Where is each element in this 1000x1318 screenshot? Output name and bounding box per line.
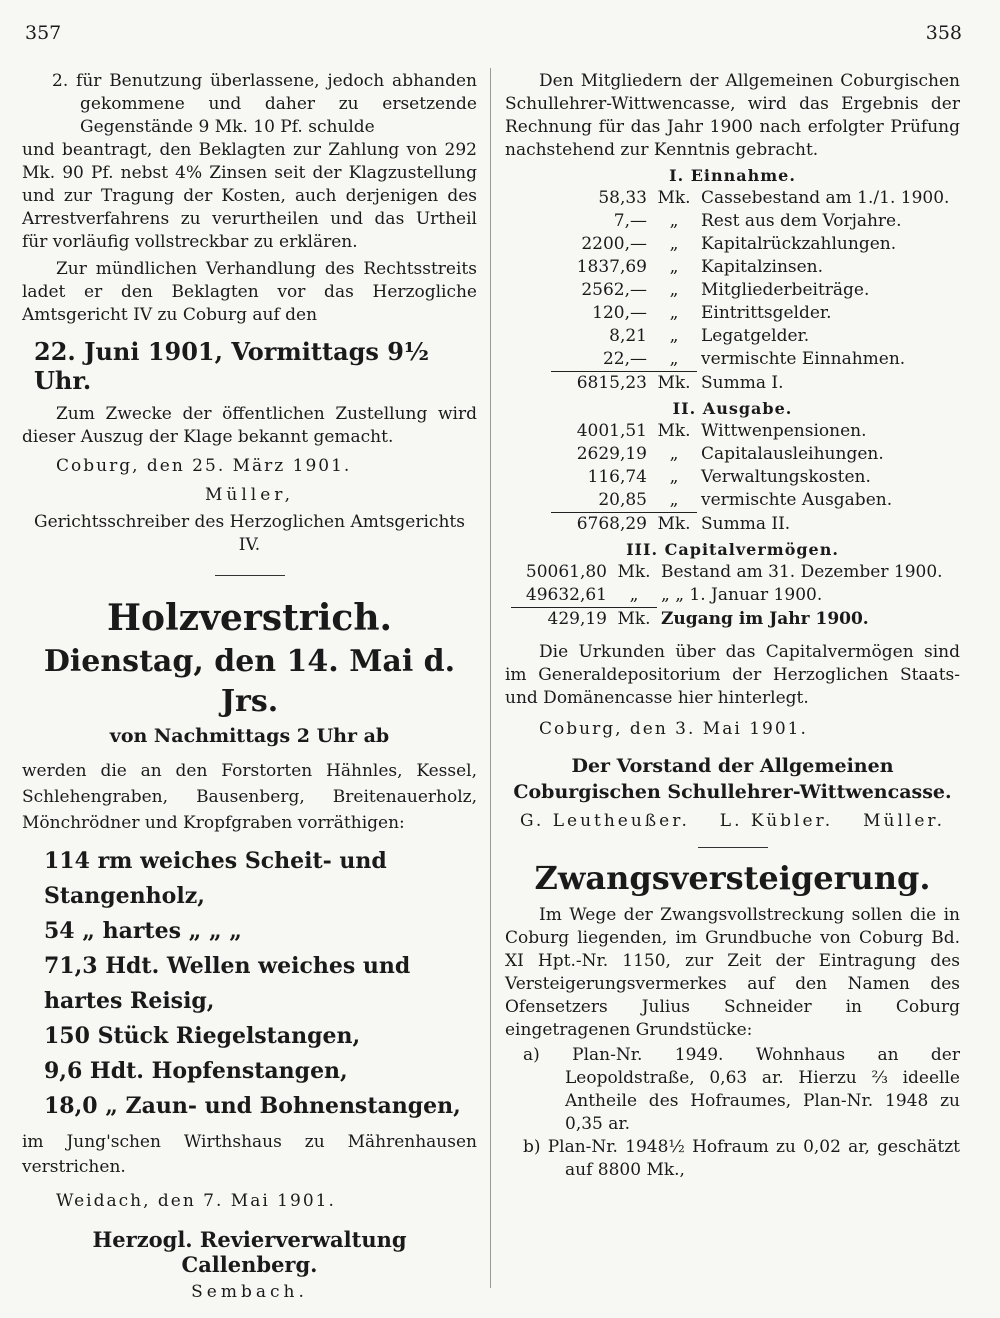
account-cur: „ xyxy=(669,326,679,346)
income-total-row: 6815,23 Mk. Summa I. xyxy=(551,372,953,396)
account-amt: 49632,61 xyxy=(525,585,607,605)
account-row xyxy=(551,187,953,210)
notice-title: Holzverstrich. xyxy=(106,597,393,639)
account-desc: Kapitalrückzahlungen. xyxy=(701,234,897,254)
account-row xyxy=(551,325,953,348)
page-number-right: 358 xyxy=(925,22,962,44)
hearing-date: 22. Juni 1901, Vormittags 9½ Uhr. xyxy=(34,337,430,395)
account-cur: „ xyxy=(669,303,679,323)
account-amt: 8,21 xyxy=(609,326,647,346)
office-signer: Sembach. xyxy=(191,1282,308,1302)
account-amt: 2629,19 xyxy=(576,444,647,464)
account-cur: „ xyxy=(669,211,679,231)
capital-table xyxy=(511,561,947,631)
separator-rule-right xyxy=(698,847,768,848)
section-income: I. Einnahme. xyxy=(669,166,796,185)
account-desc: Cassebestand am 1./1. 1900. xyxy=(701,188,950,208)
summons-paragraph: Zur mündlichen Verhandlung des Rechtsstreits ladet er den Beklagten vor das Herzogliche Amtsgericht IV zu Coburg auf den xyxy=(22,259,477,325)
account-amt: 120,— xyxy=(592,303,647,323)
board-signature: Der Vorstand der Allgemeinen Coburgischen Schullehrer-Wittwencasse. xyxy=(513,755,952,803)
board-member: G. Leutheußer. xyxy=(519,811,690,831)
page-number-left: 357 xyxy=(25,22,62,44)
right-column xyxy=(505,70,960,1182)
income-table xyxy=(551,187,953,395)
account-cur: „ xyxy=(669,280,679,300)
account-row xyxy=(511,561,947,584)
account-cur: Mk. xyxy=(617,562,651,582)
account-desc: Mitgliederbeiträge. xyxy=(701,280,870,300)
account-row xyxy=(551,443,896,466)
account-row xyxy=(551,256,953,279)
property-item-b: b) Plan-Nr. 1948½ Hofraum zu 0,02 ar, geschätzt auf 8800 Mk., xyxy=(523,1137,960,1180)
account-cur: „ xyxy=(629,585,639,605)
account-cur: „ xyxy=(669,444,679,464)
account-row xyxy=(551,210,953,233)
wood-item: 9,6 Hdt. Hopfenstangen, xyxy=(44,1058,348,1084)
section-capital: III. Capitalvermögen. xyxy=(626,540,839,559)
account-cur: Mk. xyxy=(657,421,691,441)
account-row xyxy=(551,279,953,302)
account-desc: Bestand am 31. Dezember 1900. xyxy=(661,562,943,582)
account-desc: „ „ 1. Januar 1900. xyxy=(661,585,823,606)
account-cur: „ xyxy=(669,467,679,487)
wood-item: 18,0 „ Zaun- und Bohnenstangen, xyxy=(44,1093,461,1119)
expense-table xyxy=(551,420,896,536)
account-desc: Wittwenpensionen. xyxy=(701,421,867,441)
account-amt: 20,85 xyxy=(598,490,647,510)
account-desc: Capitalausleihungen. xyxy=(701,444,884,464)
account-amt: 2562,— xyxy=(581,280,647,300)
board-names xyxy=(505,811,960,831)
documents-note: Die Urkunden über das Capitalvermögen sind im Generaldepositorium der Herzoglichen Staats- und Domänencasse hier hinterlegt. xyxy=(505,642,960,708)
account-desc: Kapitalzinsen. xyxy=(701,257,824,277)
account-row xyxy=(511,584,947,608)
fund-intro: Den Mitgliedern der Allgemeinen Coburgischen Schullehrer-Wittwencasse, wird das Ergebnis der Rechnung für das Jahr 1900 nach erfolgter Prüfung nachstehend zur Kenntnis gebracht. xyxy=(505,71,960,160)
column-divider xyxy=(490,68,491,1288)
account-desc: Verwaltungskosten. xyxy=(701,467,871,487)
auction-title: Zwangsversteigerung. xyxy=(534,859,931,897)
auction-paragraph: Im Wege der Zwangsvollstreckung sollen die in Coburg liegenden, im Grundbuche von Coburg Bd. XI Hpt.-Nr. 1150, zur Zeit der Eintragung des Versteigerungsvermerkes auf den Namen des Ofensetzers Julius Schneider in Coburg eingetragenen Grundstücke: xyxy=(505,905,960,1040)
account-cur: „ xyxy=(669,234,679,254)
wood-item: 71,3 Hdt. Wellen weiches und hartes Reisig, xyxy=(44,953,411,1014)
claim-item-2: 2. für Benutzung überlassene, jedoch abhanden gekommene und daher zu ersetzende Gegenstände 9 Mk. 10 Pf. schulde xyxy=(52,71,477,137)
account-amt: 50061,80 xyxy=(525,562,607,582)
account-amt: 1837,69 xyxy=(576,257,647,277)
wood-item: 114 rm weiches Scheit- und Stangenholz, xyxy=(44,848,387,909)
wood-item: 150 Stück Riegelstangen, xyxy=(44,1023,361,1049)
account-row xyxy=(551,489,896,513)
board-member: Müller. xyxy=(863,811,946,831)
account-row xyxy=(551,420,896,443)
account-amt: 116,74 xyxy=(587,467,647,487)
place-date-2: Weidach, den 7. Mai 1901. xyxy=(56,1191,336,1211)
signer-title: Gerichtsschreiber des Herzoglichen Amtsgerichts IV. xyxy=(34,512,465,555)
notice-date: Dienstag, den 14. Mai d. Jrs. xyxy=(43,644,456,719)
publication-note: Zum Zwecke der öffentlichen Zustellung wird dieser Auszug der Klage bekannt gemacht. xyxy=(22,404,477,447)
place-date: Coburg, den 25. März 1901. xyxy=(56,456,352,476)
separator-rule xyxy=(215,575,285,576)
account-row xyxy=(551,466,896,489)
sale-location: im Jung'schen Wirthshaus zu Mährenhausen verstrichen. xyxy=(22,1132,477,1177)
signer-name: Müller, xyxy=(205,485,294,505)
account-row xyxy=(551,348,953,372)
left-column xyxy=(22,70,477,1304)
capital-total-row: 429,19 Mk. Zugang im Jahr 1900. xyxy=(511,608,947,632)
account-desc: vermischte Ausgaben. xyxy=(701,490,893,511)
board-member: L. Kübler. xyxy=(719,811,834,831)
wood-list xyxy=(22,844,477,1124)
account-desc: Legatgelder. xyxy=(701,326,810,346)
account-row xyxy=(551,233,953,256)
account-cur: Mk. xyxy=(657,188,691,208)
account-amt: 22,— xyxy=(602,349,647,369)
wood-intro: werden die an den Forstorten Hähnles, Kessel, Schlehengraben, Bausenberg, Breitenauerholz, Mönchrödner und Kropfgraben vorräthigen: xyxy=(22,761,477,833)
account-cur: „ xyxy=(669,349,679,369)
notice-time: von Nachmittags 2 Uhr ab xyxy=(109,725,390,747)
account-desc: Rest aus dem Vorjahre. xyxy=(701,211,902,231)
forest-office: Herzogl. Revierverwaltung Callenberg. xyxy=(92,1227,407,1277)
expense-total-row: 6768,29 Mk. Summa II. xyxy=(551,513,896,537)
account-amt: 4001,51 xyxy=(576,421,647,441)
account-cur: „ xyxy=(669,490,679,510)
claim-paragraph: und beantragt, den Beklagten zur Zahlung von 292 Mk. 90 Pf. nebst 4% Zinsen seit der Klagzustellung und zur Tragung der Kosten, auch derjenigen des Arrestverfahrens zu verurtheilen und das Urtheil für vorläufig vollstreckbar zu erklären. xyxy=(22,140,477,252)
wood-item: 54 „ hartes „ „ „ xyxy=(44,918,242,944)
property-item-a: a) Plan-Nr. 1949. Wohnhaus an der Leopoldstraße, 0,63 ar. Hierzu ⅔ ideelle Antheile des Hofraumes, Plan-Nr. 1948 zu 0,35 ar. xyxy=(523,1045,960,1134)
account-desc: vermischte Einnahmen. xyxy=(701,349,906,370)
account-amt: 7,— xyxy=(613,211,647,231)
account-row xyxy=(551,302,953,325)
account-amt: 58,33 xyxy=(598,188,647,208)
account-desc: Eintrittsgelder. xyxy=(701,303,832,323)
account-amt: 2200,— xyxy=(581,234,647,254)
section-expense: II. Ausgabe. xyxy=(672,399,793,418)
account-cur: „ xyxy=(669,257,679,277)
place-date-right: Coburg, den 3. Mai 1901. xyxy=(539,719,808,739)
